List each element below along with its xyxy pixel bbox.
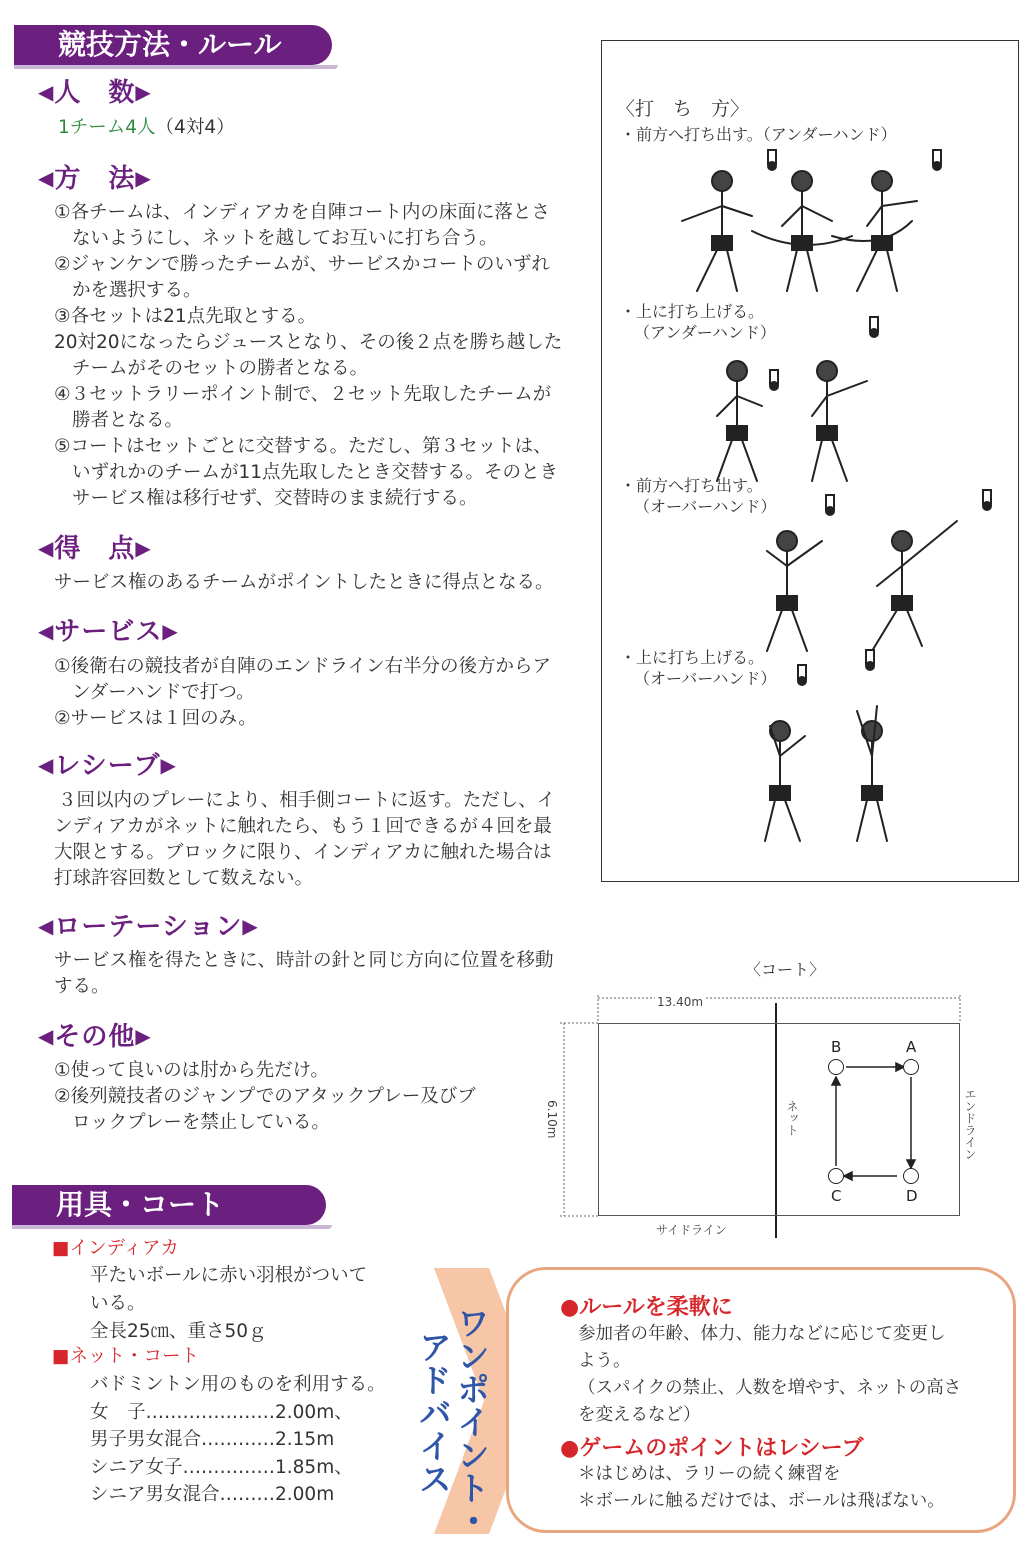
position-b-label: B: [831, 1038, 842, 1056]
player-figure: [767, 531, 822, 651]
left-triangle-icon: ◀: [38, 536, 55, 560]
position-d-label: D: [906, 1187, 918, 1205]
rotation-heading: ◀ローテーション▶: [38, 912, 259, 942]
indiaca-icon: [768, 150, 776, 170]
net-label: ネット: [785, 1100, 799, 1136]
left-triangle-icon: ◀: [38, 753, 55, 777]
method-item: ②ジャンケンで勝ったチームが、サービスかコートのいずれ かを選択する。: [54, 254, 550, 301]
advice-title-line1: ワンポイント・: [452, 1306, 491, 1537]
left-triangle-icon: ◀: [38, 914, 55, 938]
advice-heading-1: ●ルールを柔軟に: [560, 1295, 733, 1320]
left-triangle-icon: ◀: [38, 619, 55, 643]
equipment-net-label: ■ネット・コート: [52, 1346, 199, 1367]
other-heading: ◀その他▶: [38, 1022, 152, 1052]
indiaca-icon: [770, 370, 778, 390]
position-d-marker: [903, 1168, 919, 1184]
net-height-row: 男子男女混合…………2.15m: [90, 1429, 335, 1450]
service-text: ①後衛右の競技者が自陣のエンドライン右半分の後方からア ンダーハンドで打つ。 ②サービスは１回のみ。: [54, 656, 552, 729]
player-figure: [782, 171, 832, 291]
hitting-panel: [601, 40, 1019, 882]
equipment-banner: [12, 1185, 326, 1225]
method-heading: ◀方 法▶: [38, 164, 152, 194]
equipment-indiaca-label: ■インディアカ: [52, 1238, 179, 1259]
method-item: ③各セットは21点先取とする。: [54, 306, 317, 327]
net-height-row: 女 子…………………2.00m、: [90, 1401, 353, 1423]
players-heading: ◀人 数▶: [38, 78, 152, 108]
court-length-label: 13.40m: [657, 995, 704, 1009]
right-triangle-icon: ▶: [135, 1024, 152, 1048]
method-item: ⑤コートはセットごとに交替する。ただし、第３セットは、 いずれかのチームが11点先取したとき交替する。そのとき サービス権は移行せず、交替時のまま続行する。: [54, 436, 559, 509]
net-height-row: シニア男女混合………2.00m: [90, 1484, 335, 1505]
equipment-indiaca-text: 平たいボールに赤い羽根がついて いる。 全長25㎝、重さ50ｇ: [90, 1265, 368, 1342]
hitting-caption-4: ・上に打ち上げる。 （オーバーハンド）: [620, 648, 777, 688]
player-figure: [812, 361, 867, 481]
indiaca-icon: [798, 665, 806, 685]
player-figure: [857, 171, 917, 291]
player-illustrations: [602, 41, 1017, 881]
left-triangle-icon: ◀: [38, 166, 55, 190]
hitting-caption-1: ・前方へ打ち出す。（アンダーハンド）: [620, 125, 897, 144]
rules-banner-title: 競技方法・ルール: [58, 28, 282, 61]
position-c-marker: [828, 1168, 844, 1184]
right-triangle-icon: ▶: [135, 166, 152, 190]
other-text: ①使って良いのは肘から先だけ。 ②後列競技者のジャンプでのアタックプレー及びブ ロックプレーを禁止している。: [54, 1060, 476, 1133]
method-item: ①各チームは、インディアカを自陣コート内の床面に落とさ ないようにし、ネットを越してお互いに打ち合う。: [54, 202, 550, 249]
scoring-heading: ◀得 点▶: [38, 534, 152, 564]
player-figure: [857, 706, 887, 841]
right-triangle-icon: ▶: [160, 753, 177, 777]
position-c-label: C: [831, 1187, 842, 1205]
scoring-text: サービス権のあるチームがポイントしたときに得点となる。: [54, 572, 554, 593]
hitting-caption-2: ・上に打ち上げる。 （アンダーハンド）: [620, 302, 776, 342]
indiaca-icon: [933, 150, 941, 170]
indiaca-icon: [826, 495, 834, 515]
left-triangle-icon: ◀: [38, 1024, 55, 1048]
right-triangle-icon: ▶: [135, 80, 152, 104]
court-title: 〈コート〉: [745, 960, 826, 979]
court-width-label: 6.10m: [545, 1100, 559, 1139]
equipment-banner-title: 用具・コート: [56, 1188, 225, 1221]
method-list: [54, 200, 562, 512]
rules-banner: [14, 25, 332, 65]
receive-heading: ◀レシーブ▶: [38, 751, 177, 781]
players-count: 1チーム4人: [58, 117, 156, 138]
method-item: 20対20になったらジュースとなり、その後２点を勝ち越した チームがそのセットの勝者となる。: [54, 332, 563, 379]
player-figure: [717, 361, 762, 481]
position-a-marker: [903, 1059, 919, 1075]
right-triangle-icon: ▶: [135, 536, 152, 560]
player-figure: [765, 721, 805, 841]
equipment-net-text: バドミントン用のものを利用する。 女 子…………………2.00m、 男子男女混合…………2.15m シニア女子……………1.85m、 シニア男女混合………2.00m: [90, 1371, 386, 1509]
advice-heading-2: ●ゲームのポイントはレシーブ: [560, 1436, 864, 1461]
hitting-title: 〈打 ち 方〉: [616, 98, 750, 120]
indiaca-icon: [870, 317, 878, 337]
player-figure: [872, 521, 957, 651]
position-a-label: A: [906, 1038, 917, 1056]
advice-title-line2: アドバイス: [414, 1330, 453, 1495]
side-line-label: サイドライン: [656, 1223, 727, 1237]
method-item: ④３セットラリーポイント制で、２セット先取したチームが 勝者となる。: [54, 384, 552, 431]
players-text: 1チーム4人（4対4）: [58, 117, 235, 138]
left-triangle-icon: ◀: [38, 80, 55, 104]
net-height-row: シニア女子……………1.85m、: [90, 1456, 353, 1478]
position-b-marker: [828, 1059, 844, 1075]
indiaca-icon: [983, 490, 991, 510]
right-triangle-icon: ▶: [162, 619, 179, 643]
end-line-label: エンドライン: [963, 1088, 977, 1160]
right-triangle-icon: ▶: [242, 914, 259, 938]
player-figure: [682, 171, 752, 291]
indiaca-icon: [866, 650, 874, 670]
service-heading: ◀サービス▶: [38, 617, 179, 647]
advice-text-2: ＊はじめは、ラリーの続く練習を ＊ボールに触るだけでは、ボールは飛ばない。: [578, 1464, 945, 1511]
hitting-caption-3: ・前方へ打ち出す。 （オーバーハンド）: [620, 476, 777, 516]
receive-text: ３回以内のプレーにより、相手側コートに返す。ただし、イ ンディアカがネットに触れたら、もう１回できるが４回を最 大限とする。ブロックに限り、インディアカに触れた場合は 打球許容回数として数えない。: [54, 790, 556, 889]
rotation-text: サービス権を得たときに、時計の針と同じ方向に位置を移動 する。: [54, 950, 554, 997]
advice-text-1: 参加者の年齢、体力、能力などに応じて変更し よう。 （スパイクの禁止、人数を増やす、ネットの高さ を変えるなど）: [578, 1324, 962, 1425]
